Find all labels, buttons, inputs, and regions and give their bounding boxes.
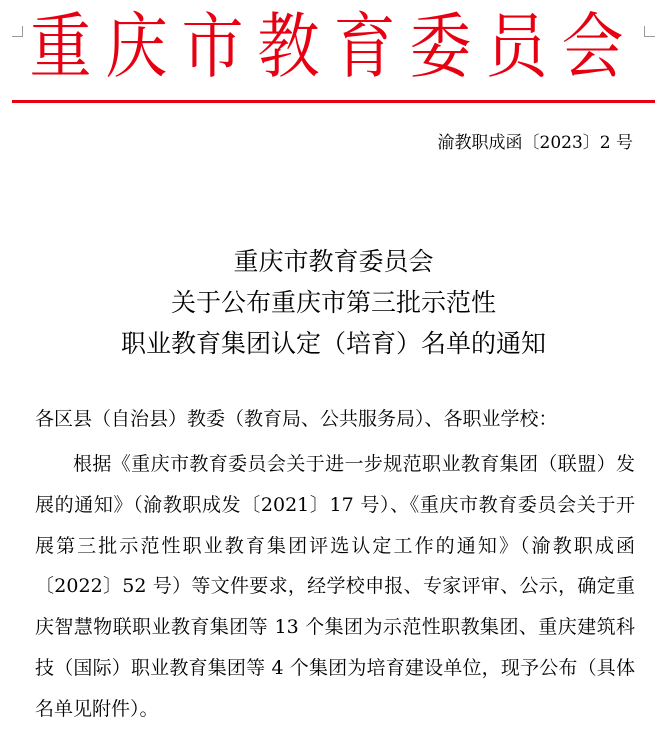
- salutation: 各区县（自治县）教委（教育局、公共服务局）、各职业学校：: [35, 408, 558, 430]
- red-divider-line: [12, 100, 655, 103]
- document-number: 渝教职成函〔2023〕2 号: [437, 133, 633, 153]
- document-title-line-3: 职业教育集团认定（培育）名单的通知: [120, 329, 546, 358]
- body-paragraph: 根据《重庆市教育委员会关于进一步规范职业教育集团（联盟）发展的通知》（渝教职成发〔2021〕17 号）、《重庆市教育委员会关于开展第三批示范性职业教育集团评选认定工作的通知》（渝教职成函〔2022〕52 号）等文件要求，经学校申报、专家评审、公示，确定重庆智慧物联职业教育集团等 13 个集团为示范性职教集团、重庆建筑科技（国际）职业教育集团等 4 个集团为培育建设单位，现予公布（具体名单见附件）。: [35, 453, 635, 720]
- masthead-title: 重庆市教育委员会: [29, 4, 638, 89]
- document-title-line-2: 关于公布重庆市第三批示范性: [170, 288, 496, 317]
- document-title-line-1: 重庆市教育委员会: [233, 247, 434, 276]
